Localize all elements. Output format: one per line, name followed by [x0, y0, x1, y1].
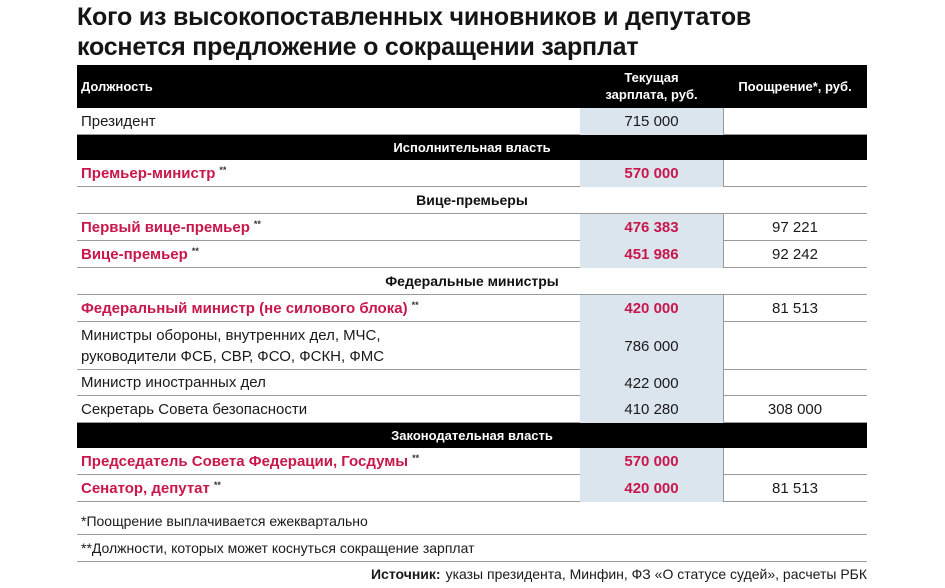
- row-name-line-2: руководители ФСБ, СВР, ФСО, ФСКН, ФМС: [81, 347, 385, 365]
- table-row-premier: [77, 160, 867, 187]
- row-salary: 476 383: [580, 214, 723, 241]
- row-name: [81, 160, 226, 186]
- table-row-chairman: [77, 448, 867, 475]
- row-name-text: Премьер-министр: [81, 164, 216, 182]
- table-row-vice-premier: [77, 241, 867, 268]
- title-line-1: Кого из высокопоставленных чиновников и депутатов: [77, 3, 752, 31]
- row-name: Министр иностранных дел: [81, 374, 266, 391]
- row-name-text: Федеральный министр (не силового блока): [81, 299, 408, 317]
- row-name-text: Председатель Совета Федерации, Госдумы: [81, 452, 409, 470]
- header-salary: [580, 69, 723, 103]
- row-bonus: 308 000: [767, 400, 823, 418]
- table-row-federal-minister: [77, 295, 867, 322]
- header-position: Должность: [81, 79, 153, 94]
- footnote-mark: **: [213, 480, 221, 490]
- row-salary: 570 000: [580, 448, 723, 475]
- footnote-mark: **: [219, 165, 227, 175]
- row-salary: 420 000: [580, 475, 723, 502]
- header-salary-line-2: зарплата, руб.: [605, 87, 698, 102]
- title-line-2: коснется предложение о сокращении зарплат: [77, 33, 639, 61]
- table-row-security-secretary: [77, 396, 867, 423]
- footnote-positions: **Должности, которых может коснуться сокращение зарплат: [77, 535, 867, 562]
- footnote-mark: **: [191, 246, 199, 256]
- header-bonus: Поощрение*, руб.: [738, 79, 852, 94]
- salary-table: [77, 65, 867, 502]
- row-salary: 570 000: [580, 160, 723, 187]
- row-salary: 422 000: [580, 370, 723, 396]
- row-salary: 715 000: [580, 108, 723, 135]
- row-name: [81, 475, 221, 501]
- row-salary: 420 000: [580, 295, 723, 322]
- row-name: [81, 214, 261, 240]
- table-row-security-ministers: [77, 322, 867, 370]
- footnotes: [77, 508, 867, 586]
- row-name-text: Вице-премьер: [81, 245, 188, 263]
- header-salary-line-1: Текущая: [624, 70, 679, 85]
- table-row-president: [77, 108, 867, 135]
- row-salary: 786 000: [580, 322, 723, 370]
- page-title: [77, 2, 937, 62]
- source-label: Источник:: [370, 566, 441, 582]
- table-header: [77, 65, 867, 108]
- section-legislative: Законодательная власть: [77, 423, 867, 448]
- section-federal-ministers: Федеральные министры: [77, 268, 867, 295]
- row-name: Секретарь Совета безопасности: [81, 400, 308, 418]
- row-salary: 410 280: [580, 396, 723, 423]
- table-row-senator: [77, 475, 867, 502]
- row-name: [81, 295, 419, 321]
- row-bonus: 81 513: [772, 299, 818, 317]
- footnote-mark: **: [411, 300, 419, 310]
- row-name: [81, 448, 419, 474]
- row-name-text: Сенатор, депутат: [81, 479, 210, 497]
- section-executive: Исполнительная власть: [77, 135, 867, 160]
- source-line: [77, 562, 867, 586]
- row-name-line-1: Министры обороны, внутренних дел, МЧС,: [81, 326, 381, 344]
- row-name-text: Первый вице-премьер: [81, 218, 250, 236]
- row-bonus: 92 242: [772, 245, 818, 263]
- row-bonus: 81 513: [772, 479, 818, 497]
- row-name: Президент: [81, 112, 156, 130]
- section-vice-premiers: Вице-премьеры: [77, 187, 867, 214]
- footnote-mark: **: [253, 219, 261, 229]
- footnote-bonus: *Поощрение выплачивается ежеквартально: [77, 508, 867, 535]
- table-row-first-vice-premier: [77, 214, 867, 241]
- table-row-foreign-minister: [77, 370, 867, 396]
- source-text: указы президента, Минфин, ФЗ «О статусе судей», расчеты РБК: [445, 566, 867, 582]
- row-name: [81, 241, 199, 267]
- row-salary: 451 986: [580, 241, 723, 268]
- footnote-mark: **: [412, 453, 420, 463]
- row-name: [81, 322, 384, 369]
- row-bonus: 97 221: [772, 218, 818, 236]
